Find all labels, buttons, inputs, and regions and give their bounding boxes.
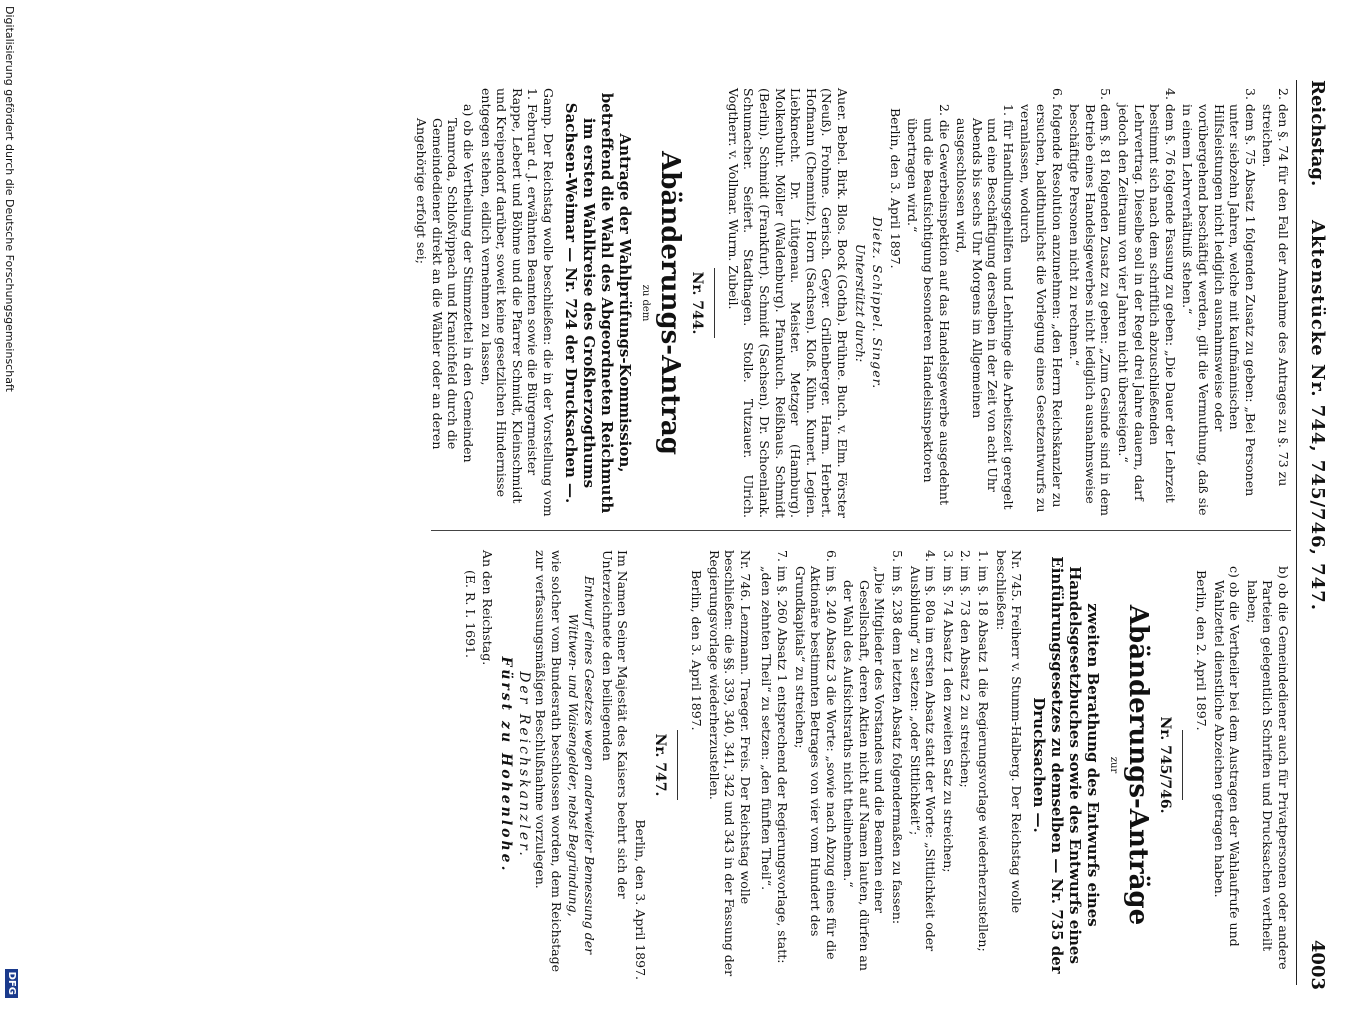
supported-by: Unterstützt durch: bbox=[852, 243, 868, 363]
item-5: 5. dem §. 81 folgenden Zusatz zu geben: „Zum Gesinde sind in dem Betrieb eines Handelsgewerbes nicht lediglich ausnahmsweise beschäftigte Personen nicht zu rechnen.“ bbox=[1067, 88, 1114, 517]
motion-744: Antrage der Wahlprüfungs-Kommission, betreffend die Wahl des Abgeordneten Reichmuth im ersten Wahlkreise des Großherzogthums Sachsen-Weimar — Nr. 724 der Drucksachen —. bbox=[562, 92, 635, 514]
resolution-item-1: 1. für Handlungsgehilfen und Lehrlinge die Arbeitszeit geregelt und eine Beschäftigung derselben in der Zeit von acht Uhr Abends bis sechs Uhr Morgens im Allgemeinen ausgeschlossen wird, bbox=[954, 104, 1016, 510]
addressee: An den Reichstag. bbox=[480, 550, 496, 666]
signature-name: Fürst zu Hohenlohe. bbox=[498, 656, 515, 874]
place-date: Berlin, den 3. April 1897. bbox=[887, 108, 903, 269]
item745-2: 2. im §. 73 den Absatz 2 zu streichen; bbox=[958, 550, 974, 788]
dfg-logo: DFG bbox=[5, 969, 18, 998]
entwurf-title: Entwurf eines Gesetzes wegen anderweiter Bemessung der Wittwen- und Waisengelder, nebst Begründung, bbox=[566, 575, 597, 955]
nr-747: Nr. 747. bbox=[652, 733, 669, 797]
date-746: Berlin, den 3. April 1897. bbox=[688, 570, 704, 731]
separator bbox=[677, 730, 678, 800]
page-header bbox=[1300, 80, 1328, 1010]
nr745-intro: Nr. 745. Freiherr v. Stumm-Halberg. Der Reichstag wolle beschließen: bbox=[993, 550, 1025, 914]
header-title: Aktenstücke Nr. 744, 745/746, 747. bbox=[1307, 220, 1328, 611]
item-4: 4. dem §. 76 folgende Fassung zu geben: „Die Dauer der Lehrzeit bestimmt sich nach dem schriftlich abzuschließenden Lehrvertrag. Dieselbe soll in der Regel drei Jahre dauern, darf jedoch den Zeitraum von vier Jahren nicht übersteigen.“ bbox=[1116, 88, 1178, 503]
item745-5: 5. im §. 238 dem letzten Absatz folgendermaßen zu fassen: bbox=[890, 550, 906, 925]
resolution-item-2: 2. die Gewerbeinspektion auf das Handelsgewerbe ausgedehnt und die Beaufsichtigung besonderen Handelsinspektoren übertragen wird.“ bbox=[905, 104, 952, 505]
supporters-list: Auer. Bebel. Birk. Blos. Bock (Gotha). Brühne. Buch. v. Elm. Förster (Neuß). Frohme. Gerisch. Geyer. Grillenberger. Harm. Herbert. Hofmann (Chemnitz). Horn (Sachsen). Kloß. Kühn. Kunert. Legien. Liebknecht. Dr. Lütgenau. Meister. Metzger (Hamburg). Molkenbuhr. Möller (Waldenburg). Pfannkuch. Reißhaus. Schmidt (Berlin). Schmidt (Frankfurt). Schmidt (Sachsen). Dr. Schoenlank. Schumacher. Seifert. Stadthagen. Stolle. Tutzauer. Ulrich. Vogtherr. v. Vollmar. Wurm. Zubeil. bbox=[725, 88, 850, 518]
text-747b: wie solcher vom Bundesrath beschlossen worden, dem Reichstage zur verfassungsmäßigen Beschlußnahme vorzulegen. bbox=[533, 550, 564, 973]
date-744: Berlin, den 2. April 1897. bbox=[1194, 570, 1210, 731]
nr-744: Nr. 744. bbox=[689, 271, 706, 335]
title-745: Abänderungs-Anträge bbox=[1122, 604, 1153, 926]
text-747: Im Namen Seiner Majestät des Kaisers beehrt sich der Unterzeichnete den beiliegenden bbox=[599, 550, 631, 899]
header-rule bbox=[1296, 80, 1297, 985]
signers-main: Dietz. Schippel. Singer. bbox=[870, 216, 886, 390]
right-column bbox=[460, 550, 1291, 980]
zur: zur bbox=[1107, 756, 1119, 774]
item745-3: 3. im §. 74 Absatz 1 den zweiten Satz zu streichen; bbox=[940, 550, 956, 873]
zu-dem: zu dem bbox=[639, 284, 651, 322]
item745-1: 1. im §. 18 Absatz 1 die Regierungsvorlage wiederherzustellen; bbox=[976, 550, 992, 952]
nr746-text: Nr. 746. Lenzmann. Traeger. Freis. Der Reichstag wolle beschließen: die §§. 339, 340, 341, 342 und 343 in der Fassung der Regierungsvorlage wiederherzustellen. bbox=[706, 550, 753, 977]
item-3: 3. dem §. 75 Absatz 1 folgenden Zusatz zu geben: „Bei Personen unter siebzehn Jahren, welche mit kaufmännischen Hilfsleistungen nicht lediglich ausnahmsweise oder vorübergehend beschäftigt werden, gilt die Vermuthung, daß sie in einem Lehrverhältniß stehen.“ bbox=[1180, 88, 1258, 516]
nr-745-746: Nr. 745/746. bbox=[1157, 716, 1174, 814]
item745-4: 4. im §. 80a im ersten Absatz statt der Worte: „Sittlichkeit oder Ausbildung“ zu setzen: „oder Sittlichkeit“; bbox=[907, 550, 939, 952]
item745-7: 7. im §. 260 Absatz 1 entsprechend der Regierungsvorlage, statt: „den zehnten Theil“ zu setzen: „den fünften Theil“. bbox=[759, 550, 790, 964]
separator bbox=[714, 268, 715, 338]
reference: (E. R. I. 1691. bbox=[462, 570, 478, 658]
left-column bbox=[412, 88, 1291, 518]
gamp-b: b) ob die Gemeindediener auch für Privatpersonen oder andere Parteien gelegentlich Schriften und Drucksachen vertheilt haben; bbox=[1244, 566, 1291, 970]
separator bbox=[1182, 730, 1183, 800]
signature-title: Der Reichskanzler. bbox=[515, 671, 532, 859]
item745-5-quote: „Die Mitglieder des Vorstandes und die Beamten einer Gesellschaft, deren Aktien nicht auf Namen lauten, dürfen an der Wahl des Aufsichtsraths nicht theilnehmen.“ bbox=[841, 566, 888, 971]
gamp-c: c) ob die Vertheiler bei dem Austragen der Wahlaufrufe und Wahlzettel dienstliche Abzeichen getragen haben. bbox=[1211, 566, 1243, 947]
gamp-text: Gamp. Der Reichstag wolle beschließen: die in der Vorstellung vom 1. Februar d. J. erwähnten Beamten sowie die Bürgermeister Rappe, Lebert und Böhme und die Pfarrer Schmidt, Kleinschmidt und Kreipendorf darüber, soweit keine gesetzlichen Hindernisse entgegen stehen, eidlich vernehmen zu lassen, bbox=[478, 88, 557, 517]
column-divider bbox=[431, 530, 1291, 531]
header-left: Reichstag. bbox=[1307, 80, 1328, 187]
gamp-a: a) ob die Vertheilung der Stimmzettel in den Gemeinden Tannroda, Schloßvippach und Kranichfeld durch die Gemeindediener direkt an die Wähler oder an deren Angehörige erfolgt sei; bbox=[414, 104, 477, 463]
title-744: Abänderungs-Antrag bbox=[654, 151, 685, 455]
page-number: 4003 bbox=[1307, 939, 1328, 990]
item745-6: 6. im §. 240 Absatz 3 die Worte: „sowie nach Abzug eines für die Aktionäre bestimmten Betrages von vier vom Hundert des Grundkapitals“ zu streichen; bbox=[792, 550, 839, 960]
motion-745: zweiten Berathung des Entwurfs eines Handelsgesetzbuches sowie des Entwurfs eines Einführungsgesetzes zu demselben — Nr. 735 der Drucksachen —. bbox=[1030, 556, 1103, 974]
digitization-footer bbox=[0, 0, 18, 1000]
item-6: 6. folgende Resolution anzunehmen: „den Herrn Reichskanzler zu ersuchen, baldthunlichst die Vorlegung eines Gesetzentwurfs zu veranlassen, wodurch bbox=[1018, 88, 1065, 513]
footer-text: Digitalisierung gefördert durch die Deutsche Forschungsgemeinschaft bbox=[3, 6, 16, 392]
item-2: 2. den §. 74 für den Fall der Annahme des Antrages zu §. 73 zu streichen. bbox=[1260, 88, 1291, 487]
date-747: Berlin, den 3. April 1897. bbox=[632, 819, 648, 980]
